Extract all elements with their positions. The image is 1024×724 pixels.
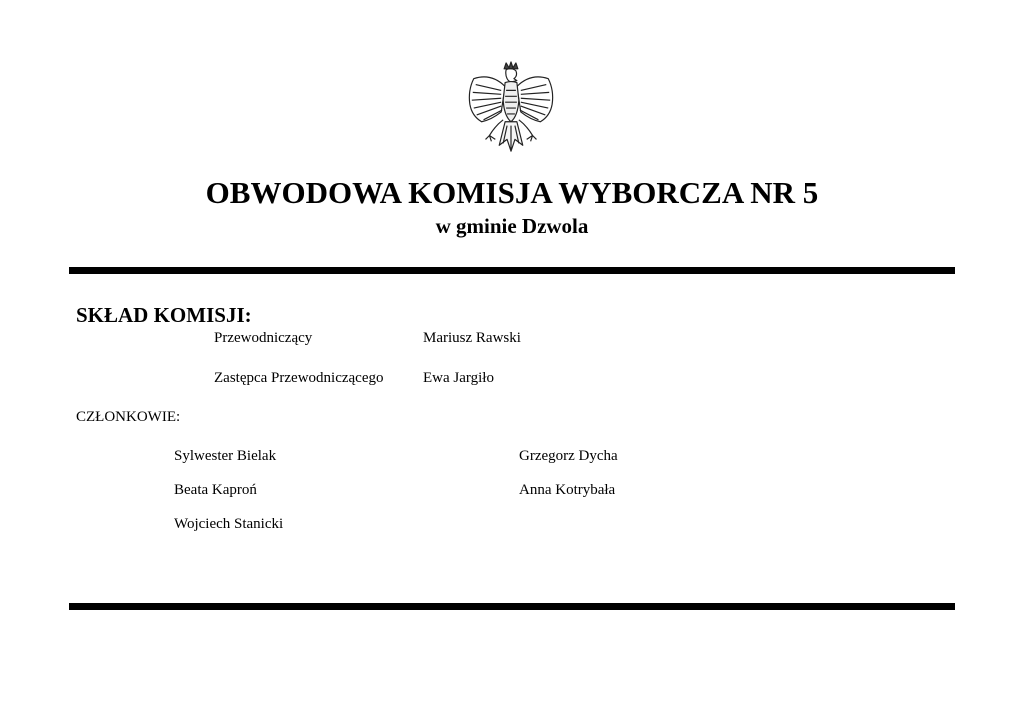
member-name: Grzegorz Dycha (519, 448, 618, 464)
bottom-divider (69, 603, 955, 610)
top-divider (69, 267, 955, 274)
member-name: Wojciech Stanicki (174, 516, 284, 532)
eagle-emblem-icon (462, 60, 560, 160)
members-heading: CZŁONKOWIE: (76, 409, 181, 425)
officer-role: Zastępca Przewodniczącego (214, 370, 384, 386)
emblem (462, 60, 560, 160)
section-heading: SKŁAD KOMISJI: (76, 303, 252, 327)
officer-name: Mariusz Rawski (423, 330, 521, 346)
officer-role: Przewodniczący (214, 330, 313, 346)
member-name: Anna Kotrybała (519, 482, 616, 498)
officer-name: Ewa Jargiło (423, 370, 494, 386)
page-title: OBWODOWA KOMISJA WYBORCZA NR 5 (205, 175, 819, 210)
page-subtitle: w gminie Dzwola (435, 214, 589, 238)
member-name: Sylwester Bielak (174, 448, 277, 464)
member-name: Beata Kaproń (174, 482, 257, 498)
